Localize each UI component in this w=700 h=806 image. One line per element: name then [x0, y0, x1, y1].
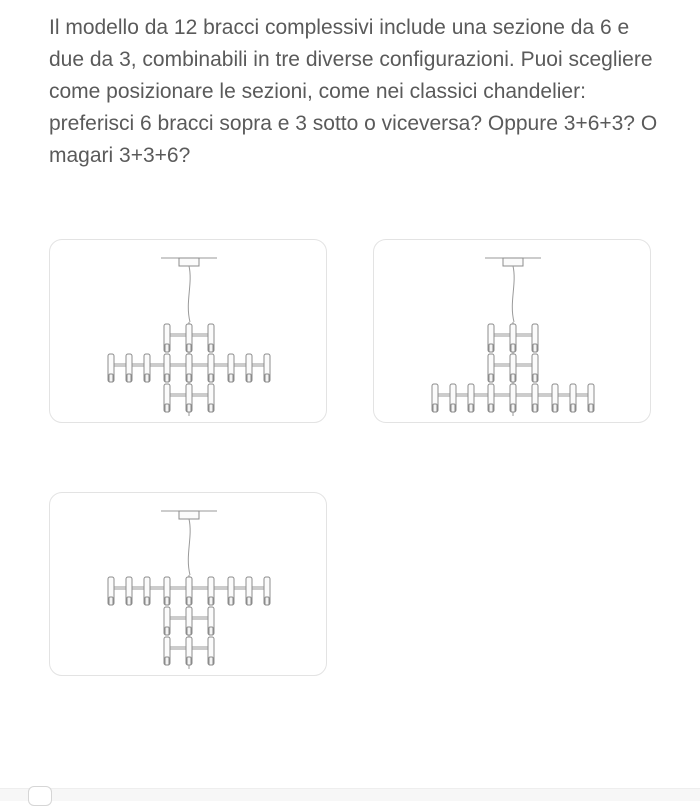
lamp-cup — [187, 344, 191, 352]
suspension-cable — [188, 519, 190, 575]
ceiling-canopy — [503, 258, 523, 266]
chandelier-illustration — [50, 240, 328, 424]
lamp-cup — [209, 597, 213, 605]
lamp-cup — [451, 404, 455, 412]
lamp-cup — [187, 374, 191, 382]
lamp-cup — [433, 404, 437, 412]
scroll-tab[interactable] — [28, 786, 52, 806]
lamp-cup — [187, 627, 191, 635]
lamp-cup — [165, 374, 169, 382]
chandelier-illustration — [50, 493, 328, 677]
lamp-cup — [511, 374, 515, 382]
lamp-cup — [229, 597, 233, 605]
lamp-cup — [209, 344, 213, 352]
lamp-cup — [533, 344, 537, 352]
lamp-cup — [109, 374, 113, 382]
lamp-cup — [265, 374, 269, 382]
lamp-cup — [511, 404, 515, 412]
configuration-option-2[interactable] — [373, 239, 651, 423]
lamp-cup — [187, 657, 191, 665]
lamp-cup — [489, 344, 493, 352]
lamp-cup — [145, 374, 149, 382]
ceiling-canopy — [179, 258, 199, 266]
lamp-cup — [229, 374, 233, 382]
lamp-cup — [489, 404, 493, 412]
lamp-cup — [165, 344, 169, 352]
lamp-cup — [247, 597, 251, 605]
lamp-cup — [165, 627, 169, 635]
lamp-cup — [265, 597, 269, 605]
lamp-cup — [533, 374, 537, 382]
lamp-cup — [165, 597, 169, 605]
configuration-option-3[interactable] — [49, 492, 327, 676]
lamp-cup — [187, 404, 191, 412]
lamp-cup — [553, 404, 557, 412]
lamp-cup — [165, 404, 169, 412]
configuration-option-1[interactable] — [49, 239, 327, 423]
lamp-cup — [187, 597, 191, 605]
lamp-cup — [209, 404, 213, 412]
lamp-cup — [489, 374, 493, 382]
lamp-cup — [109, 597, 113, 605]
lamp-cup — [533, 404, 537, 412]
ceiling-canopy — [179, 511, 199, 519]
lamp-cup — [209, 627, 213, 635]
lamp-cup — [571, 404, 575, 412]
lamp-cup — [247, 374, 251, 382]
suspension-cable — [188, 266, 190, 322]
lamp-cup — [469, 404, 473, 412]
suspension-cable — [512, 266, 514, 322]
lamp-cup — [127, 597, 131, 605]
lamp-cup — [127, 374, 131, 382]
lamp-cup — [511, 344, 515, 352]
lamp-cup — [209, 657, 213, 665]
lamp-cup — [589, 404, 593, 412]
chandelier-illustration — [374, 240, 652, 424]
bottom-bar — [0, 788, 700, 801]
lamp-cup — [209, 374, 213, 382]
lamp-cup — [145, 597, 149, 605]
configuration-description: Il modello da 12 bracci complessivi include una sezione da 6 e due da 3, combinabili in tre diverse configurazioni. Puoi scegliere come posizionare le sezioni, come nei classici chandelier: preferisci 6 bracci sopra e 3 sotto o viceversa? Oppure 3+6+3? O magari 3+3+6? — [49, 16, 658, 167]
lamp-cup — [165, 657, 169, 665]
